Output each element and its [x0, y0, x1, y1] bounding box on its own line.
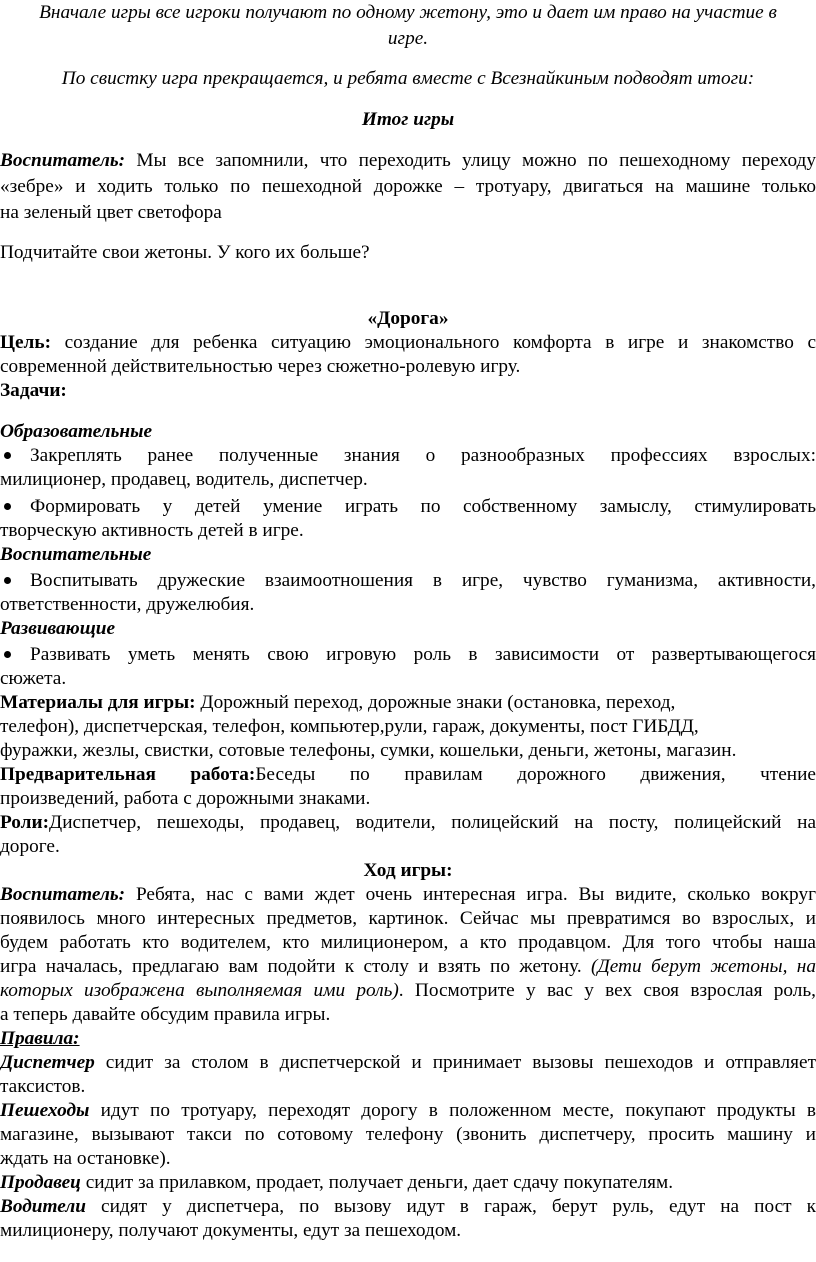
- bullet-continuation: ответственности, дружелюбия.: [0, 594, 255, 615]
- result-paragraph-line-3: на зеленый цвет светофора: [0, 202, 222, 223]
- course-italic-note: которых изображена выполняемая ими роль): [0, 980, 399, 1001]
- rule-dispatcher-line-1: [0, 1050, 816, 1076]
- materials-text: Дорожный переход, дорожные знаки (остановка, переход,: [195, 692, 676, 713]
- intro-line-1: Вначале игры все игроки получают по одному жетону, это и дает им право на участие в: [39, 2, 777, 23]
- bullet-icon: [4, 503, 11, 510]
- result-text: Мы все запомнили, что переходить улицу можно по пешеходному переходу: [125, 150, 816, 171]
- educational-heading: Образовательные: [0, 421, 153, 442]
- rule-seller-line-1: [0, 1170, 816, 1196]
- materials-line-3: фуражки, жезлы, свистки, сотовые телефоны, сумки, кошельки, деньги, жетоны, магазин.: [0, 740, 737, 761]
- rule-drivers-line-2: милиционеру, получают документы, едут за пешеходом.: [0, 1220, 462, 1241]
- course-line-1: [0, 882, 816, 908]
- rule-pedestrians-line-2: магазине, вызывают такси по сотовому телефону (звонить диспетчеру, просить машину и: [0, 1124, 816, 1145]
- course-line-6: а теперь давайте обсудим правила игры.: [0, 1004, 331, 1025]
- tasks-label: Задачи:: [0, 380, 67, 401]
- bullet-item: [0, 443, 816, 469]
- rule-text: сидит за прилавком, продает, получает деньги, дает сдачу покупателям.: [80, 1172, 674, 1193]
- goal-text: создание для ребенка ситуацию эмоционального комфорта в игре и знакомство с: [51, 332, 816, 353]
- game-title: «Дорога»: [367, 308, 449, 329]
- roles-label: Роли:: [0, 812, 50, 833]
- bullet-item: [0, 494, 816, 520]
- result-heading: Итог игры: [361, 109, 455, 130]
- course-text: Ребята, нас с вами ждет очень интересная игра. Вы видите, сколько вокруг: [125, 884, 816, 905]
- bullet-icon: [4, 452, 11, 459]
- speaker-label: Воспитатель:: [0, 150, 126, 171]
- bullet-text: Воспитывать дружеские взаимоотношения в игре, чувство гуманизма, активности,: [30, 570, 816, 591]
- materials-label: Материалы для игры:: [0, 692, 196, 713]
- rule-pedestrians-line-3: ждать на остановке).: [0, 1148, 171, 1169]
- result-paragraph-line-2: «зебре» и ходить только по пешеходной дорожке – тротуару, двигаться на машине только: [0, 176, 816, 197]
- rule-role-label: Диспетчер: [0, 1052, 95, 1073]
- bullet-continuation: милиционер, продавец, водитель, диспетчер.: [0, 469, 368, 490]
- rule-text: идут по тротуару, переходят дорогу в положенном месте, покупают продукты в: [89, 1100, 816, 1121]
- bullet-item: [0, 568, 816, 594]
- result-paragraph-line-1: [0, 148, 816, 174]
- prep-line-1: [0, 762, 816, 788]
- course-line-2: появилось много интересных предметов, картинок. Сейчас мы превратимся во взрослых, и: [0, 908, 816, 929]
- goal-line-1: [0, 330, 816, 356]
- course-italic-note: (Дети берут жетоны, на: [591, 956, 816, 977]
- materials-line-1: [0, 690, 816, 716]
- speaker-label: Воспитатель:: [0, 884, 126, 905]
- bullet-item: [0, 642, 816, 668]
- upbringing-heading: Воспитательные: [0, 544, 152, 565]
- rule-pedestrians-line-1: [0, 1098, 816, 1124]
- roles-line-1: [0, 810, 816, 836]
- intro-line-2: игре.: [387, 28, 429, 49]
- bullet-icon: [4, 577, 11, 584]
- bullet-icon: [4, 651, 11, 658]
- bullet-text: Формировать у детей умение играть по собственному замыслу, стимулировать: [30, 496, 816, 517]
- rule-text: сидят у диспетчера, по вызову идут в гараж, берут руль, едут на пост к: [85, 1196, 816, 1217]
- goal-line-2: современной действительностью через сюжетно-ролевую игру.: [0, 356, 521, 377]
- materials-line-2: телефон), диспетчерская, телефон, компьютер,рули, гараж, документы, пост ГИБДД,: [0, 716, 699, 737]
- developing-heading: Развивающие: [0, 618, 116, 639]
- result-tokens-question: Подчитайте свои жетоны. У кого их больше?: [0, 242, 370, 263]
- rule-role-label: Продавец: [0, 1172, 81, 1193]
- course-line-3: будем работать кто водителем, кто милиционером, а кто продавцом. Для того чтобы наша: [0, 932, 816, 953]
- course-line-4: [0, 954, 816, 980]
- course-text: игра началась, предлагаю вам подойти к столу и взять по жетону.: [0, 956, 592, 977]
- prep-label: Предварительная работа:: [0, 764, 256, 785]
- bullet-text: Развивать уметь менять свою игровую роль в зависимости от развертывающегося: [30, 644, 816, 665]
- bullet-continuation: сюжета.: [0, 668, 67, 689]
- rule-drivers-line-1: [0, 1194, 816, 1220]
- prep-line-2: произведений, работа с дорожными знаками.: [0, 788, 371, 809]
- rule-text: сидит за столом в диспетчерской и принимает вызовы пешеходов и отправляет: [94, 1052, 816, 1073]
- roles-line-2: дороге.: [0, 836, 60, 857]
- course-line-5: [0, 978, 816, 1004]
- rule-dispatcher-line-2: таксистов.: [0, 1076, 86, 1097]
- course-text: . Посмотрите у вас у вех своя взрослая роль,: [398, 980, 816, 1001]
- bullet-text: Закреплять ранее полученные знания о разнообразных профессиях взрослых:: [30, 445, 816, 466]
- rules-heading: Правила:: [0, 1028, 80, 1049]
- intro-line-3: По свистку игра прекращается, и ребята вместе с Всезнайкиным подводят итоги:: [61, 68, 755, 89]
- course-heading: Ход игры:: [363, 860, 453, 881]
- roles-text: Диспетчер, пешеходы, продавец, водители, полицейский на посту, полицейский на: [49, 812, 816, 833]
- prep-text: Беседы по правилам дорожного движения, чтение: [255, 764, 816, 785]
- goal-label: Цель:: [0, 332, 51, 353]
- rule-role-label: Водители: [0, 1196, 86, 1217]
- rule-role-label: Пешеходы: [0, 1100, 90, 1121]
- bullet-continuation: творческую активность детей в игре.: [0, 520, 304, 541]
